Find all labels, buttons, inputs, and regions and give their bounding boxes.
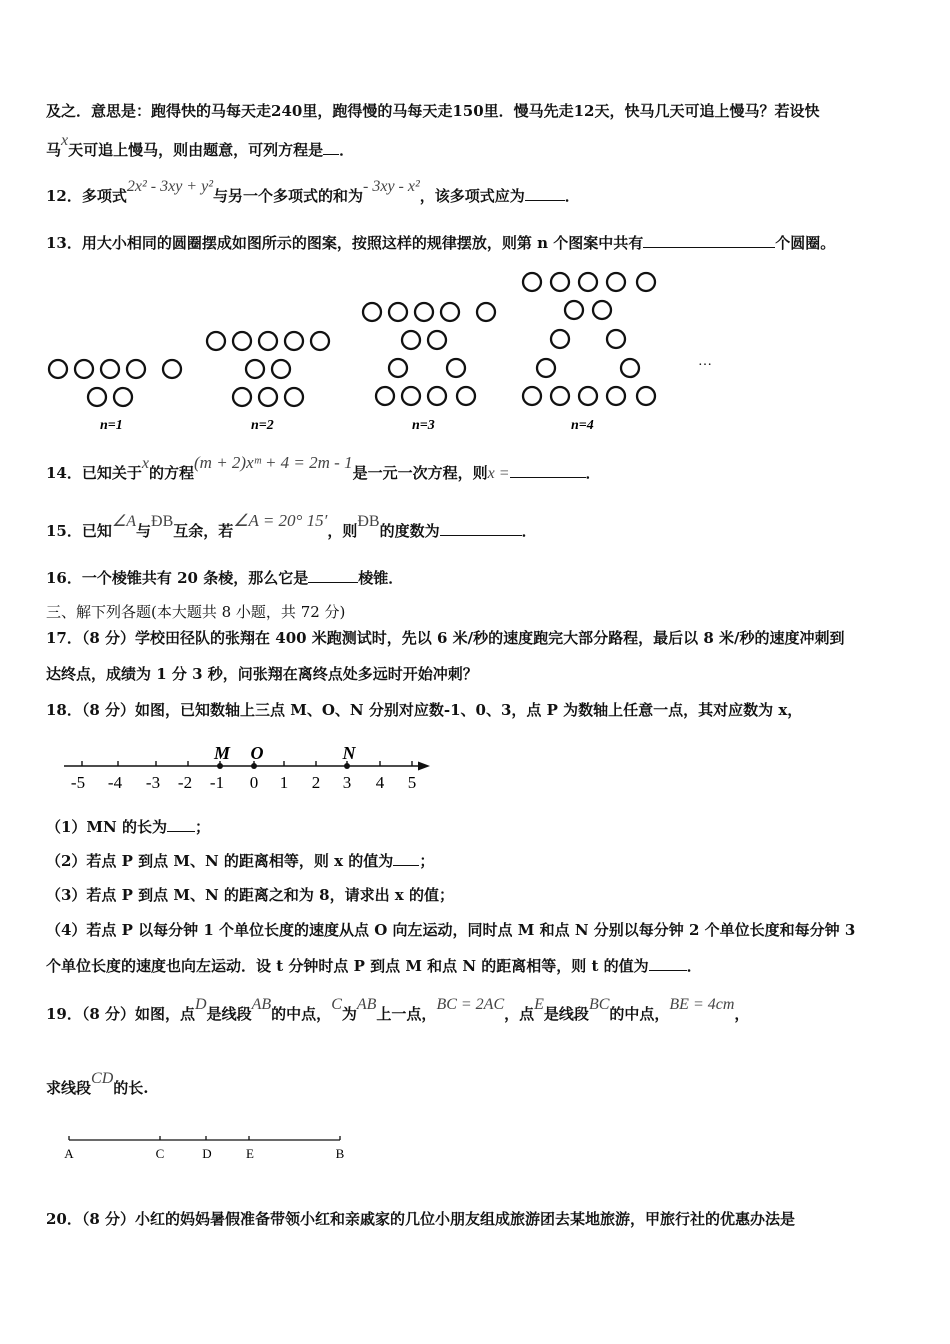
- q19-text: 的中点，: [271, 1005, 332, 1023]
- number-line: [58, 740, 438, 796]
- q18-sub3: （3）若点 P 到点 M、N 的距离之和为 8，请求出 x 的值；: [46, 886, 454, 904]
- q12-expr2: - 3xy - x²: [363, 178, 420, 195]
- q13-text: 个圆圈。: [775, 234, 836, 252]
- q12-text: ，该多项式应为: [419, 187, 525, 205]
- q12-expr1: 2x² - 3xy + y²: [126, 178, 213, 195]
- q15-text: 与: [136, 522, 152, 540]
- pattern-label-n1: n=1: [100, 418, 123, 433]
- q15-text: 的度数为: [379, 522, 440, 540]
- q12-answer-blank: [525, 186, 565, 201]
- q19-condition-1: BC = 2AC: [436, 996, 505, 1013]
- q17-line2: 达终点，成绩为 1 分 3 秒，问张翔在离终点处多远时开始冲刺？: [46, 665, 478, 683]
- q18-line1: 18．（8 分）如图，已知数轴上三点 M、O、N 分别对应数-1、0、3，点 P 为数轴上任意一点，其对应数为 x，: [46, 701, 803, 719]
- segment-label-d: D: [202, 1146, 212, 1161]
- q18-sub4-line1: （4）若点 P 以每分钟 1 个单位长度的速度从点 O 向左运动，同时点 M 和点 N 分别以每分钟 2 个单位长度和每分钟 3: [46, 921, 856, 939]
- q19-text: ，: [734, 1005, 750, 1023]
- q15-angle-b: ÐB: [151, 513, 174, 530]
- tick-label: 3: [342, 773, 352, 792]
- q14-answer-blank: [510, 463, 586, 478]
- q14-text: 14．已知关于: [46, 464, 142, 482]
- q16: [46, 568, 403, 588]
- q14-answer-prefix: x =: [487, 465, 510, 482]
- q15-angle-a: ∠A: [111, 513, 136, 530]
- q19-point-e: E: [534, 996, 544, 1013]
- q14-text: 是一元一次方程，则: [352, 464, 488, 482]
- label-o: O: [250, 743, 264, 763]
- q15-text: ，则: [327, 522, 358, 540]
- q15-text: 互余，若: [173, 522, 234, 540]
- q18-text: ；: [419, 852, 435, 870]
- q11-var-x: x: [61, 132, 69, 149]
- pattern-n1: [49, 360, 181, 406]
- label-n: N: [342, 743, 356, 763]
- q15-answer-blank: [440, 521, 522, 536]
- section-heading: 三、解下列各题(本大题共 8 小题，共 72 分): [46, 603, 346, 621]
- q12-text: 与另一个多项式的和为: [213, 187, 364, 205]
- q15-given: ∠A = 20° 15′: [233, 511, 328, 530]
- pattern-n2: [207, 332, 329, 406]
- segment-label-b: B: [335, 1146, 345, 1161]
- q19-text: 上一点，: [376, 1005, 437, 1023]
- q19-text: 是线段: [206, 1005, 252, 1023]
- q18-sub2-blank: [393, 851, 419, 866]
- q19-text: 的中点，: [609, 1005, 670, 1023]
- q15-text: ．: [521, 522, 537, 540]
- q19-text: 的长.: [113, 1079, 149, 1097]
- q19-condition-2: BE = 4cm: [669, 996, 735, 1013]
- q20-line1: 20．（8 分）小红的妈妈暑假准备带领小红和亲戚家的几位小朋友组成旅游团去某地旅游，甲旅行社的优惠办法是: [46, 1210, 796, 1228]
- point-m: [217, 763, 223, 769]
- tick-label: -2: [177, 773, 193, 792]
- q18-sub2-text: （2）若点 P 到点 M、N 的距离相等，则 x 的值为: [46, 852, 394, 870]
- q19-text: 是线段: [543, 1005, 589, 1023]
- q19-segment-ab: AB: [251, 996, 272, 1013]
- pattern-n3: [363, 303, 495, 405]
- q19: [46, 996, 750, 1025]
- q18-sub4-line2: [46, 956, 702, 976]
- q19-text: 19．（8 分）如图，点: [46, 1005, 196, 1023]
- segment-label-c: C: [155, 1146, 165, 1161]
- q14-text: ．: [585, 464, 601, 482]
- pattern-label-n4: n=4: [571, 418, 594, 433]
- tick-label: 5: [407, 773, 417, 792]
- q13: [46, 233, 835, 253]
- q11-text: 马: [46, 141, 62, 159]
- tick-label: -3: [145, 773, 161, 792]
- q19-text: 为: [341, 1005, 357, 1023]
- q16-text: 棱锥．: [358, 569, 404, 587]
- q14-text: 的方程: [148, 464, 194, 482]
- q12-text: ．: [564, 187, 580, 205]
- pattern-ellipsis: …: [698, 354, 712, 369]
- point-n: [344, 763, 350, 769]
- arrow-icon: [418, 762, 430, 771]
- q11-line1: 及之．意思是：跑得快的马每天走240里，跑得慢的马每天走150里．慢马先走12天，快马几天可追上慢马？若设快: [46, 102, 820, 120]
- q19-point-d: D: [195, 996, 207, 1013]
- q11-line2: [46, 132, 355, 161]
- circle-pattern-figure: [0, 262, 950, 442]
- q18-text: ．: [686, 957, 702, 975]
- label-m: M: [213, 743, 231, 763]
- q17-line1: 17．（8 分）学校田径队的张翔在 400 米跑测试时，先以 6 米/秒的速度跑完大部分路程，最后以 8 米/秒的速度冲刺到: [46, 629, 845, 647]
- q12: [46, 178, 580, 207]
- q18-sub1-text: （1）MN 的长为: [46, 818, 167, 836]
- tick-label: -4: [107, 773, 123, 792]
- tick-label: 4: [375, 773, 385, 792]
- q11-text: ．: [339, 141, 355, 159]
- tick-label: 2: [311, 773, 321, 792]
- q11-answer-blank: [323, 140, 339, 155]
- q16-text: 16．一个棱锥共有 20 条棱，那么它是: [46, 569, 309, 587]
- q13-text: 13．用大小相同的圆圈摆成如图所示的图案，按照这样的规律摆放，则第 n 个图案中共有: [46, 234, 644, 252]
- pattern-n4: [523, 273, 655, 405]
- segment-figure: [58, 1128, 358, 1168]
- tick-label: -5: [70, 773, 86, 792]
- q14: [46, 453, 601, 484]
- segment-label-a: A: [64, 1146, 74, 1161]
- q19-point-c: C: [331, 996, 342, 1013]
- q14-equation: (m + 2)xᵐ + 4 = 2m - 1: [194, 453, 353, 472]
- pattern-label-n2: n=2: [251, 418, 274, 433]
- q18-sub2: [46, 851, 434, 871]
- q13-answer-blank: [643, 233, 775, 248]
- tick-label: 0: [249, 773, 259, 792]
- q19-segment-cd: CD: [91, 1070, 114, 1087]
- q15-angle-b: ÐB: [357, 513, 380, 530]
- tick-label: -1: [209, 773, 225, 792]
- segment-label-e: E: [246, 1146, 254, 1161]
- q18-sub1: [46, 817, 210, 837]
- q18-sub1-blank: [167, 817, 195, 832]
- q19-segment-ab: AB: [356, 996, 377, 1013]
- q19-text: 求线段: [46, 1079, 92, 1097]
- pattern-label-n3: n=3: [412, 418, 435, 433]
- q14-var-x: x: [141, 455, 149, 472]
- q18-sub4-text: 个单位长度的速度也向左运动．设 t 分钟时点 P 到点 M 和点 N 的距离相等，则 t 的值为: [46, 957, 649, 975]
- q19-segment-bc: BC: [588, 996, 610, 1013]
- q15-text: 15．已知: [46, 522, 112, 540]
- q18-sub4-blank: [649, 956, 687, 971]
- q19-ask: [46, 1070, 149, 1099]
- q18-text: ；: [194, 818, 210, 836]
- q15: [46, 511, 537, 542]
- q16-answer-blank: [308, 568, 358, 583]
- q11-text: 天可追上慢马，则由题意，可列方程是: [68, 141, 324, 159]
- q19-text: ，点: [504, 1005, 535, 1023]
- point-o: [251, 763, 257, 769]
- tick-label: 1: [279, 773, 289, 792]
- q12-text: 12．多项式: [46, 187, 127, 205]
